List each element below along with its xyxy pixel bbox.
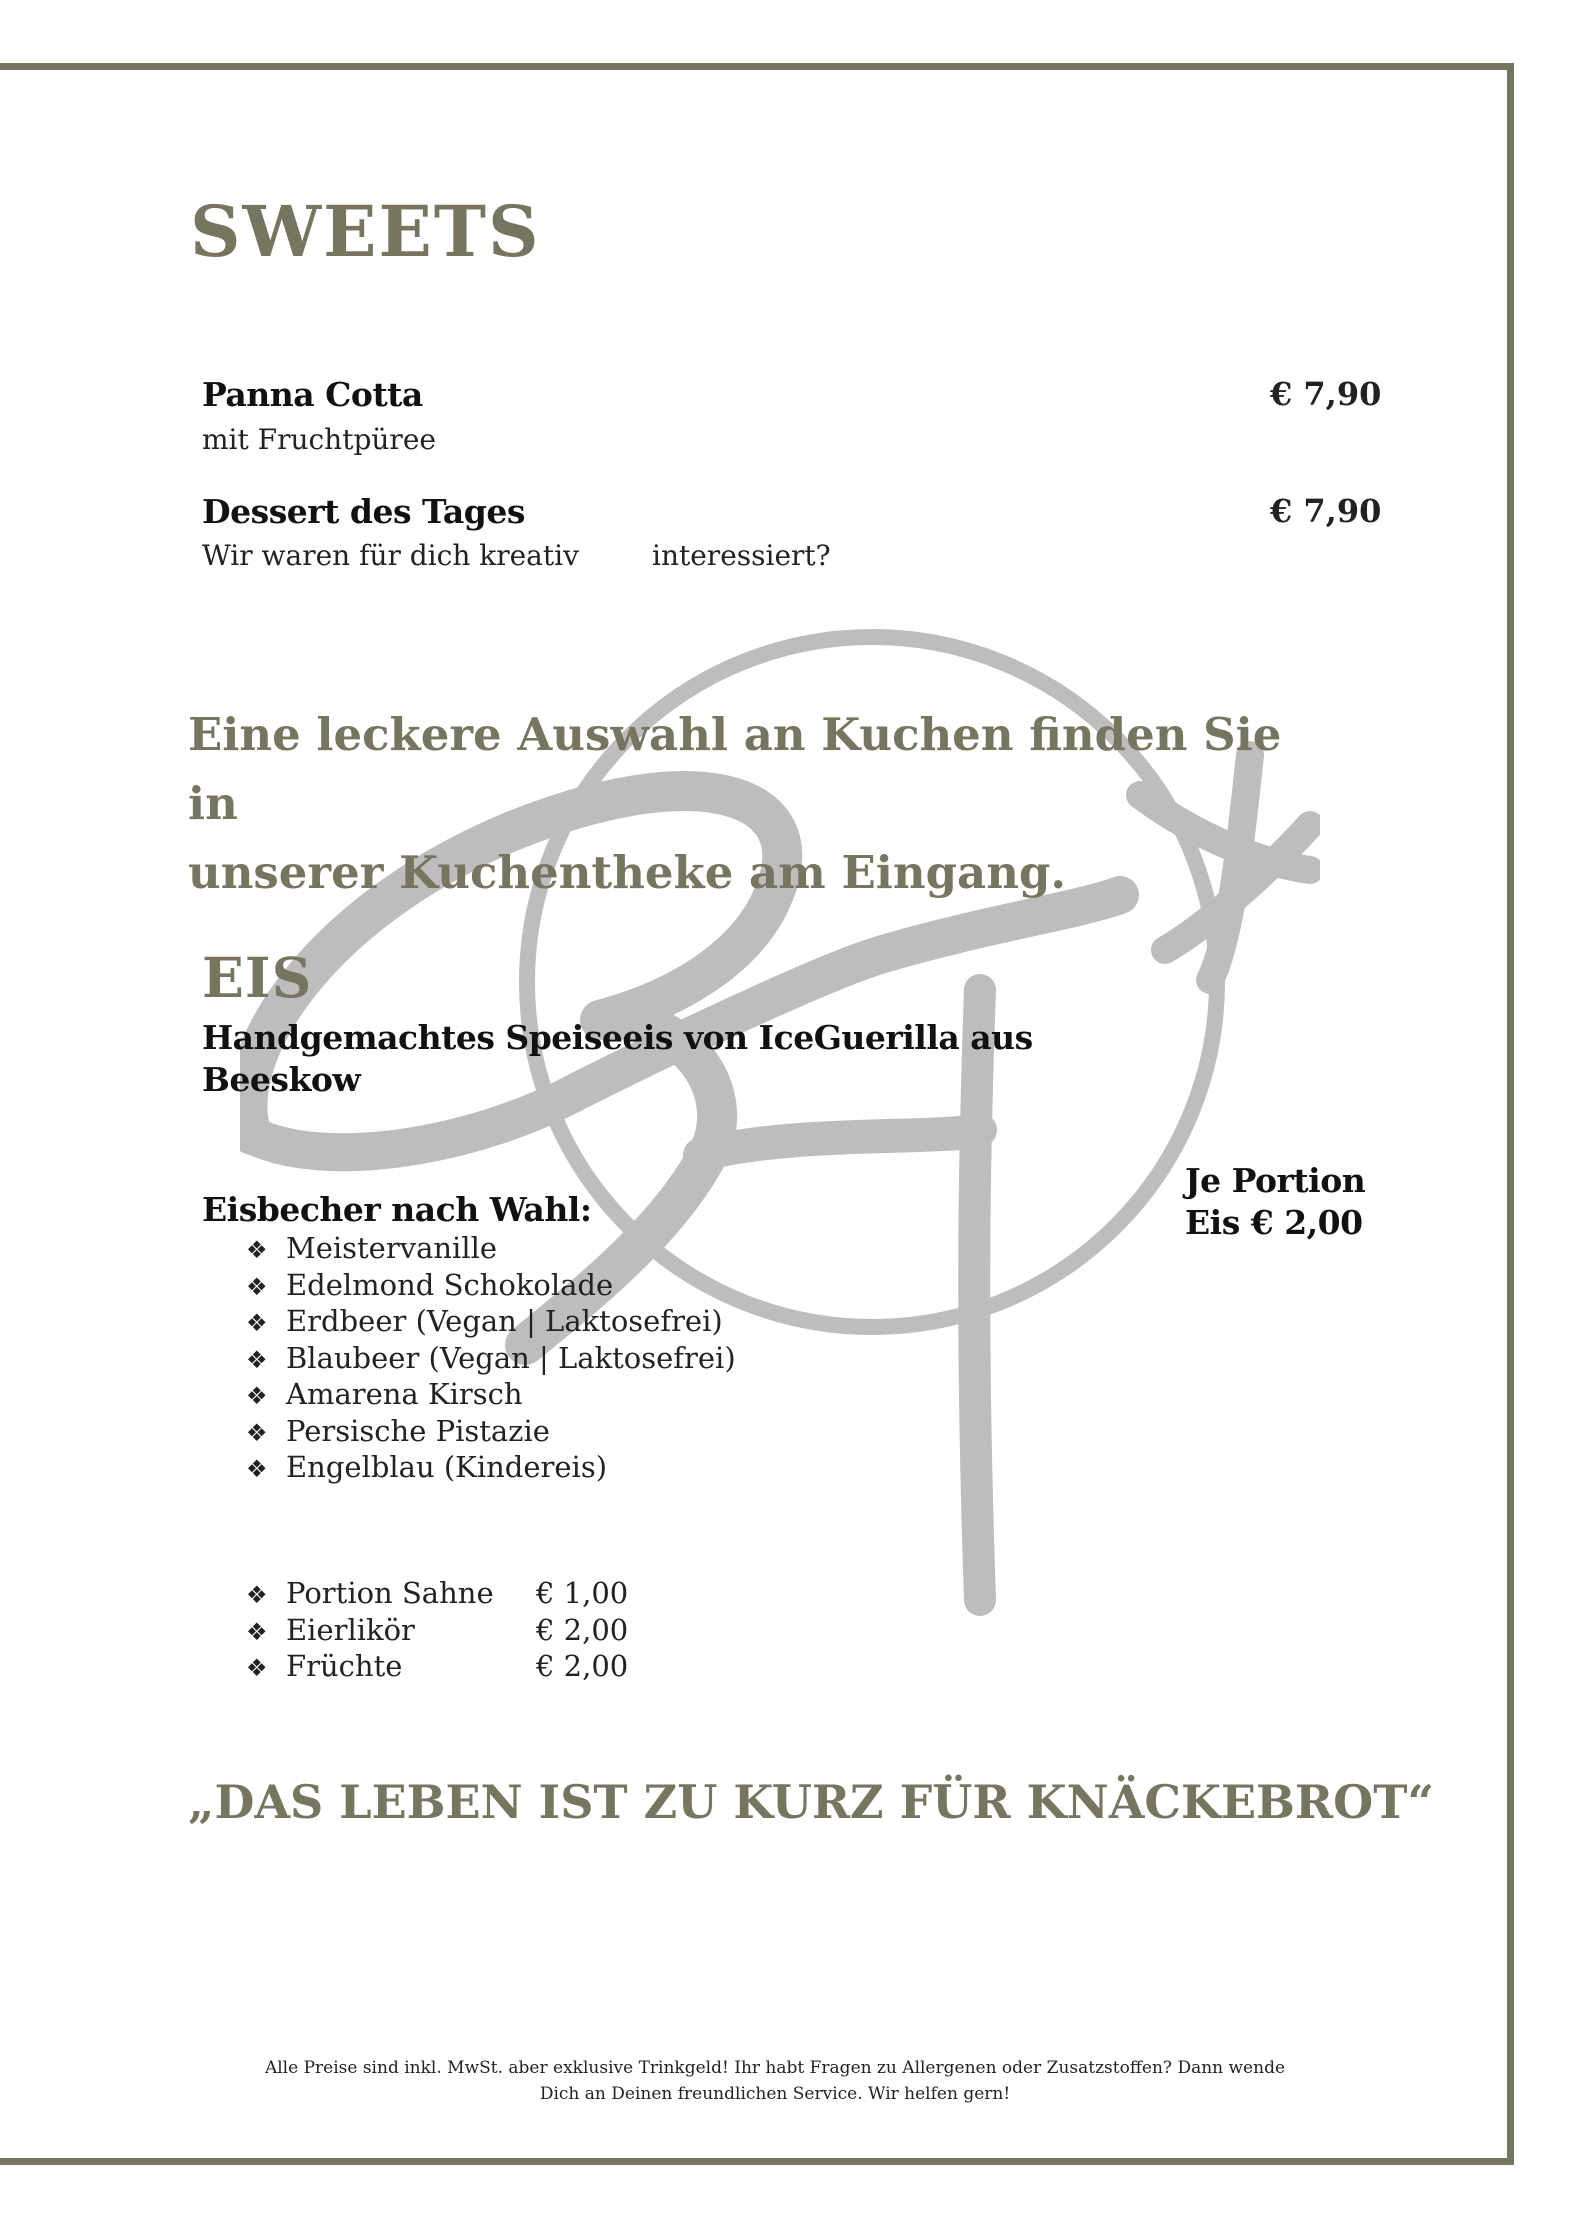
eis-subtitle-line2: Beeskow xyxy=(202,1060,361,1099)
list-item xyxy=(200,1303,736,1340)
diamond-bullet-icon: ❖ xyxy=(246,1272,268,1301)
portion-price-line2: Eis € 2,00 xyxy=(1185,1203,1363,1242)
diamond-bullet-icon: ❖ xyxy=(246,1654,268,1682)
flavor-label: Persische Pistazie xyxy=(286,1413,550,1448)
extras-list xyxy=(200,1575,628,1685)
list-item xyxy=(200,1376,736,1413)
footer-line1: Alle Preise sind inkl. MwSt. aber exklusive Trinkgeld! Ihr habt Fragen zu Allergenen oder Zusatzstoffen? Dann wende xyxy=(264,2058,1286,2078)
eis-title: EIS xyxy=(202,945,313,1010)
flavor-label: Blaubeer (Vegan | Laktosefrei) xyxy=(286,1340,736,1375)
flavor-label: Erdbeer (Vegan | Laktosefrei) xyxy=(286,1304,723,1338)
diamond-bullet-icon: ❖ xyxy=(246,1581,268,1609)
flavor-label: Engelblau (Kindereis) xyxy=(286,1450,608,1484)
item-price-panna-cotta: € 7,90 xyxy=(1270,375,1382,413)
diamond-bullet-icon: ❖ xyxy=(246,1309,268,1337)
flavor-label: Edelmond Schokolade xyxy=(286,1267,614,1302)
diamond-bullet-icon: ❖ xyxy=(246,1236,268,1264)
diamond-bullet-icon: ❖ xyxy=(246,1418,268,1447)
item-description-dessert-des-tages: Wir waren für dich kreativ xyxy=(202,539,579,572)
list-item xyxy=(200,1575,628,1612)
list-item xyxy=(200,1648,628,1685)
list-item xyxy=(200,1230,736,1267)
list-item xyxy=(200,1449,736,1486)
extra-price: € 2,00 xyxy=(536,1649,629,1683)
eis-subtitle xyxy=(202,1017,1102,1101)
item-price-dessert-des-tages: € 7,90 xyxy=(1270,492,1382,530)
flavor-label: Amarena Kirsch xyxy=(286,1377,523,1411)
diamond-bullet-icon: ❖ xyxy=(246,1617,268,1646)
extra-name: Portion Sahne xyxy=(286,1576,494,1610)
extra-name: Früchte xyxy=(286,1649,403,1683)
flavor-label: Meistervanille xyxy=(286,1231,498,1265)
sweets-title: SWEETS xyxy=(190,190,541,273)
extra-price: € 2,00 xyxy=(536,1612,629,1647)
portion-price-note xyxy=(1185,1160,1405,1244)
kuchen-note xyxy=(188,700,1338,907)
slogan-quote: „DAS LEBEN IST ZU KURZ FÜR KNÄCKEBROT“ xyxy=(188,1775,1434,1829)
diamond-bullet-icon: ❖ xyxy=(246,1455,268,1483)
item-description-panna-cotta: mit Fruchtpüree xyxy=(202,423,436,456)
list-item xyxy=(200,1340,736,1377)
item-name-panna-cotta: Panna Cotta xyxy=(202,375,423,414)
kuchen-note-line1: Eine leckere Auswahl an Kuchen finden Sie in xyxy=(188,708,1282,830)
footer-note xyxy=(150,2055,1400,2107)
item-description-extra-dessert-des-tages: interessiert? xyxy=(652,539,831,572)
portion-price-line1: Je Portion xyxy=(1185,1161,1366,1200)
item-name-dessert-des-tages: Dessert des Tages xyxy=(202,492,525,531)
footer-line2: Dich an Deinen freundlichen Service. Wir helfen gern! xyxy=(539,2084,1011,2104)
list-item xyxy=(200,1413,736,1450)
list-item xyxy=(200,1267,736,1304)
diamond-bullet-icon: ❖ xyxy=(246,1345,268,1374)
diamond-bullet-icon: ❖ xyxy=(246,1382,268,1410)
kuchen-note-line2: unserer Kuchentheke am Eingang. xyxy=(188,846,1067,899)
extra-name: Eierlikör xyxy=(286,1612,415,1647)
extra-price: € 1,00 xyxy=(536,1576,629,1610)
flavor-list xyxy=(200,1230,736,1486)
list-item xyxy=(200,1612,628,1649)
eis-subtitle-line1: Handgemachtes Speiseeis von IceGuerilla aus xyxy=(202,1018,1033,1057)
eisbecher-label: Eisbecher nach Wahl: xyxy=(202,1190,592,1229)
